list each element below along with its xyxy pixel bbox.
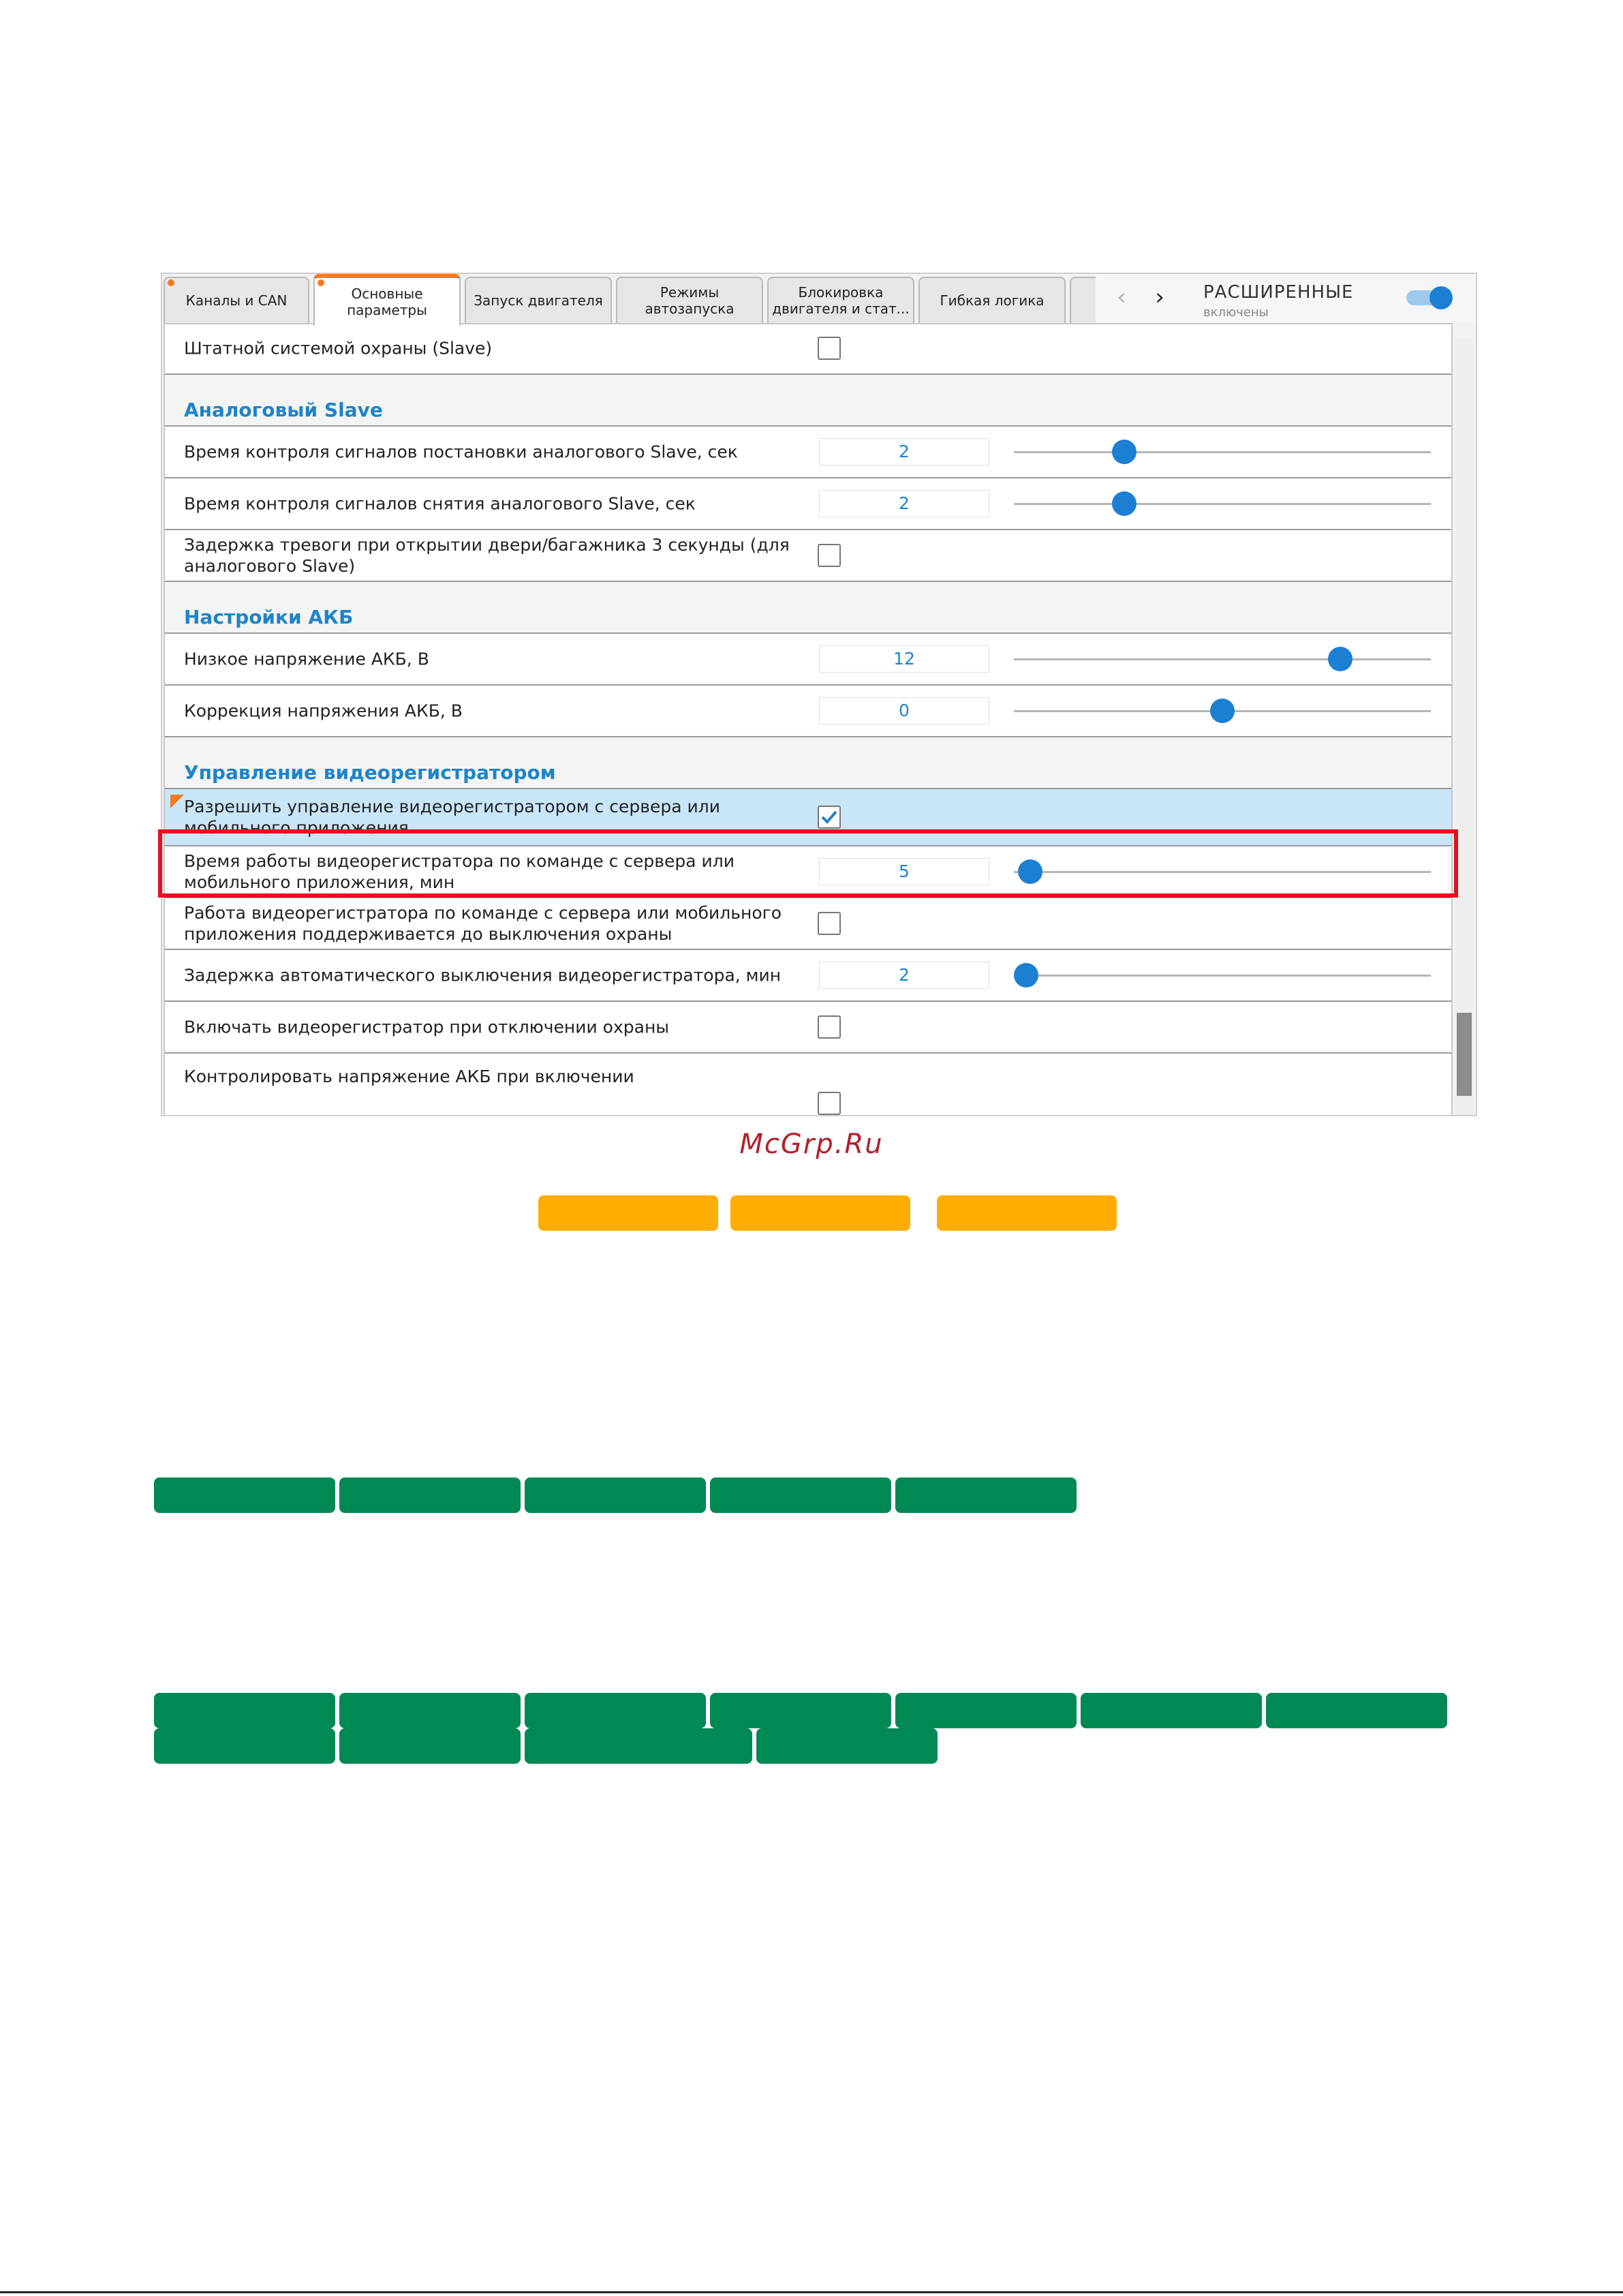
modified-dot-icon xyxy=(318,279,324,286)
ad-banner[interactable] xyxy=(538,1195,718,1231)
setting-checkbox[interactable] xyxy=(818,544,841,567)
slider-track xyxy=(1014,975,1431,977)
modified-dot-icon xyxy=(168,279,174,286)
section-dashcam xyxy=(165,737,1453,789)
slider-track xyxy=(1014,658,1431,660)
tab-flexible-logic[interactable] xyxy=(918,277,1066,323)
value-field[interactable]: 2 xyxy=(819,962,989,989)
watermark: McGrp.Ru xyxy=(739,1129,884,1160)
setting-row-arm-time xyxy=(165,427,1453,478)
tab-autostart-modes[interactable] xyxy=(616,277,763,323)
setting-row-door-alarm-delay xyxy=(165,530,1453,582)
slider-thumb[interactable] xyxy=(1018,859,1042,884)
ad-banner[interactable] xyxy=(339,1693,521,1728)
setting-row-dashcam-off-delay xyxy=(165,950,1453,1002)
ad-banner[interactable] xyxy=(1081,1693,1262,1728)
advanced-title: РАСШИРЕННЫЕ xyxy=(1203,282,1354,303)
setting-label: Время контроля сигналов снятия аналогового Slave, сек xyxy=(184,493,696,514)
setting-row-dashcam-runtime xyxy=(165,846,1453,898)
value-slider[interactable] xyxy=(1014,438,1431,465)
tab-label: Гибкая логика xyxy=(940,292,1045,309)
section-title: Управление видеорегистратором xyxy=(184,761,556,784)
slider-track xyxy=(1014,871,1431,873)
setting-row-battery-control xyxy=(165,1054,1453,1105)
ad-banner[interactable] xyxy=(710,1693,891,1728)
slider-track xyxy=(1014,503,1431,505)
setting-label: Включать видеорегистратор при отключении охраны xyxy=(184,1017,670,1037)
setting-row-disarm-time xyxy=(165,478,1453,530)
value-field[interactable]: 0 xyxy=(819,697,989,724)
setting-label: Штатной системой охраны (Slave) xyxy=(184,338,493,358)
chevron-right-icon[interactable]: › xyxy=(1155,284,1164,311)
scrollbar-thumb[interactable] xyxy=(1457,1013,1472,1096)
tab-label: Каналы и CAN xyxy=(185,292,288,309)
setting-label: Контролировать напряжение АКБ при включении xyxy=(184,1067,634,1086)
value-field[interactable]: 2 xyxy=(819,438,989,465)
tab-engine-lock[interactable] xyxy=(767,277,914,323)
setting-label: Работа видеорегистратора по команде с сервера или мобильного приложения поддерживается до выключения охраны xyxy=(184,903,782,944)
setting-label: Задержка тревоги при открытии двери/багажника 3 секунды (для аналогового Slave) xyxy=(184,535,790,576)
ad-banner[interactable] xyxy=(339,1728,521,1764)
setting-label: Время контроля сигналов постановки аналогового Slave, сек xyxy=(184,442,738,462)
ad-banner[interactable] xyxy=(525,1693,706,1728)
settings-list xyxy=(164,323,1453,1116)
tab-main-parameters[interactable] xyxy=(313,274,461,326)
section-battery xyxy=(165,582,1453,634)
checkmark-icon xyxy=(821,810,837,825)
slider-thumb[interactable] xyxy=(1328,647,1352,671)
ad-banner[interactable] xyxy=(525,1478,706,1513)
value-slider[interactable] xyxy=(1014,858,1431,885)
ad-banner[interactable] xyxy=(937,1195,1117,1231)
modified-corner-icon xyxy=(170,795,184,808)
setting-label: Задержка автоматического выключения видеорегистратора, мин xyxy=(184,965,782,985)
tab-label: Режимы автозапуска xyxy=(645,284,735,317)
value-slider[interactable] xyxy=(1014,697,1431,724)
setting-row-low-voltage xyxy=(165,634,1453,686)
advanced-toggle[interactable] xyxy=(1406,286,1450,307)
ad-banner[interactable] xyxy=(710,1478,891,1513)
setting-checkbox[interactable] xyxy=(818,912,841,935)
value-slider[interactable] xyxy=(1014,962,1431,989)
setting-label: Коррекция напряжения АКБ, В xyxy=(184,701,463,721)
setting-row-dashcam-on-disarm xyxy=(165,1002,1453,1054)
ad-banner[interactable] xyxy=(154,1693,335,1728)
advanced-subtitle: включены xyxy=(1203,305,1269,320)
setting-row-dashcam-until-disarm xyxy=(165,898,1453,950)
setting-label: Время работы видеорегистратора по команде с сервера или мобильного приложения, мин xyxy=(184,851,735,892)
ad-banner[interactable] xyxy=(756,1728,938,1764)
value-field[interactable]: 12 xyxy=(819,645,989,673)
toggle-knob xyxy=(1429,286,1453,309)
ad-banner[interactable] xyxy=(154,1478,335,1513)
setting-checkbox[interactable] xyxy=(818,337,841,360)
page-bottom-rule xyxy=(0,2291,1623,2293)
ad-banner[interactable] xyxy=(154,1728,335,1764)
tab-channels-can[interactable] xyxy=(164,277,309,323)
setting-label: Разрешить управление видеорегистратором с сервера или мобильного приложения xyxy=(184,797,720,838)
chevron-left-icon[interactable]: ‹ xyxy=(1117,284,1126,311)
section-title: Настройки АКБ xyxy=(184,606,354,628)
ad-banner[interactable] xyxy=(895,1693,1077,1728)
section-analog-slave xyxy=(165,375,1453,427)
setting-checkbox[interactable] xyxy=(818,1092,841,1115)
setting-checkbox[interactable] xyxy=(818,806,841,829)
slider-thumb[interactable] xyxy=(1112,491,1137,516)
ad-banner[interactable] xyxy=(895,1478,1077,1513)
scrollbar[interactable] xyxy=(1455,338,1473,1116)
ad-banner[interactable] xyxy=(525,1728,752,1764)
section-title: Аналоговый Slave xyxy=(184,399,383,421)
tab-bar xyxy=(162,274,1476,323)
ad-banner[interactable] xyxy=(1266,1693,1447,1728)
value-slider[interactable] xyxy=(1014,645,1431,673)
ad-banner[interactable] xyxy=(730,1195,910,1231)
tab-label: Запуск двигателя xyxy=(474,292,603,309)
value-field[interactable]: 5 xyxy=(819,858,989,885)
settings-window xyxy=(161,273,1477,1116)
tab-engine-start[interactable] xyxy=(465,277,612,323)
value-field[interactable]: 2 xyxy=(819,490,989,517)
slider-thumb[interactable] xyxy=(1210,699,1235,723)
ad-banner[interactable] xyxy=(339,1478,521,1513)
tab-navigation xyxy=(1096,274,1477,323)
tab-label: Основные параметры xyxy=(347,286,427,318)
slider-track xyxy=(1014,451,1431,453)
setting-row-voltage-correction xyxy=(165,686,1453,737)
tab-label: Блокировка двигателя и стат... xyxy=(772,284,910,317)
setting-row-dashcam-remote xyxy=(165,789,1453,846)
slider-thumb[interactable] xyxy=(1112,440,1137,464)
setting-checkbox[interactable] xyxy=(818,1015,841,1039)
setting-label: Низкое напряжение АКБ, В xyxy=(184,649,429,669)
slider-thumb[interactable] xyxy=(1014,963,1038,988)
setting-row-slave xyxy=(165,323,1453,375)
value-slider[interactable] xyxy=(1014,490,1431,517)
